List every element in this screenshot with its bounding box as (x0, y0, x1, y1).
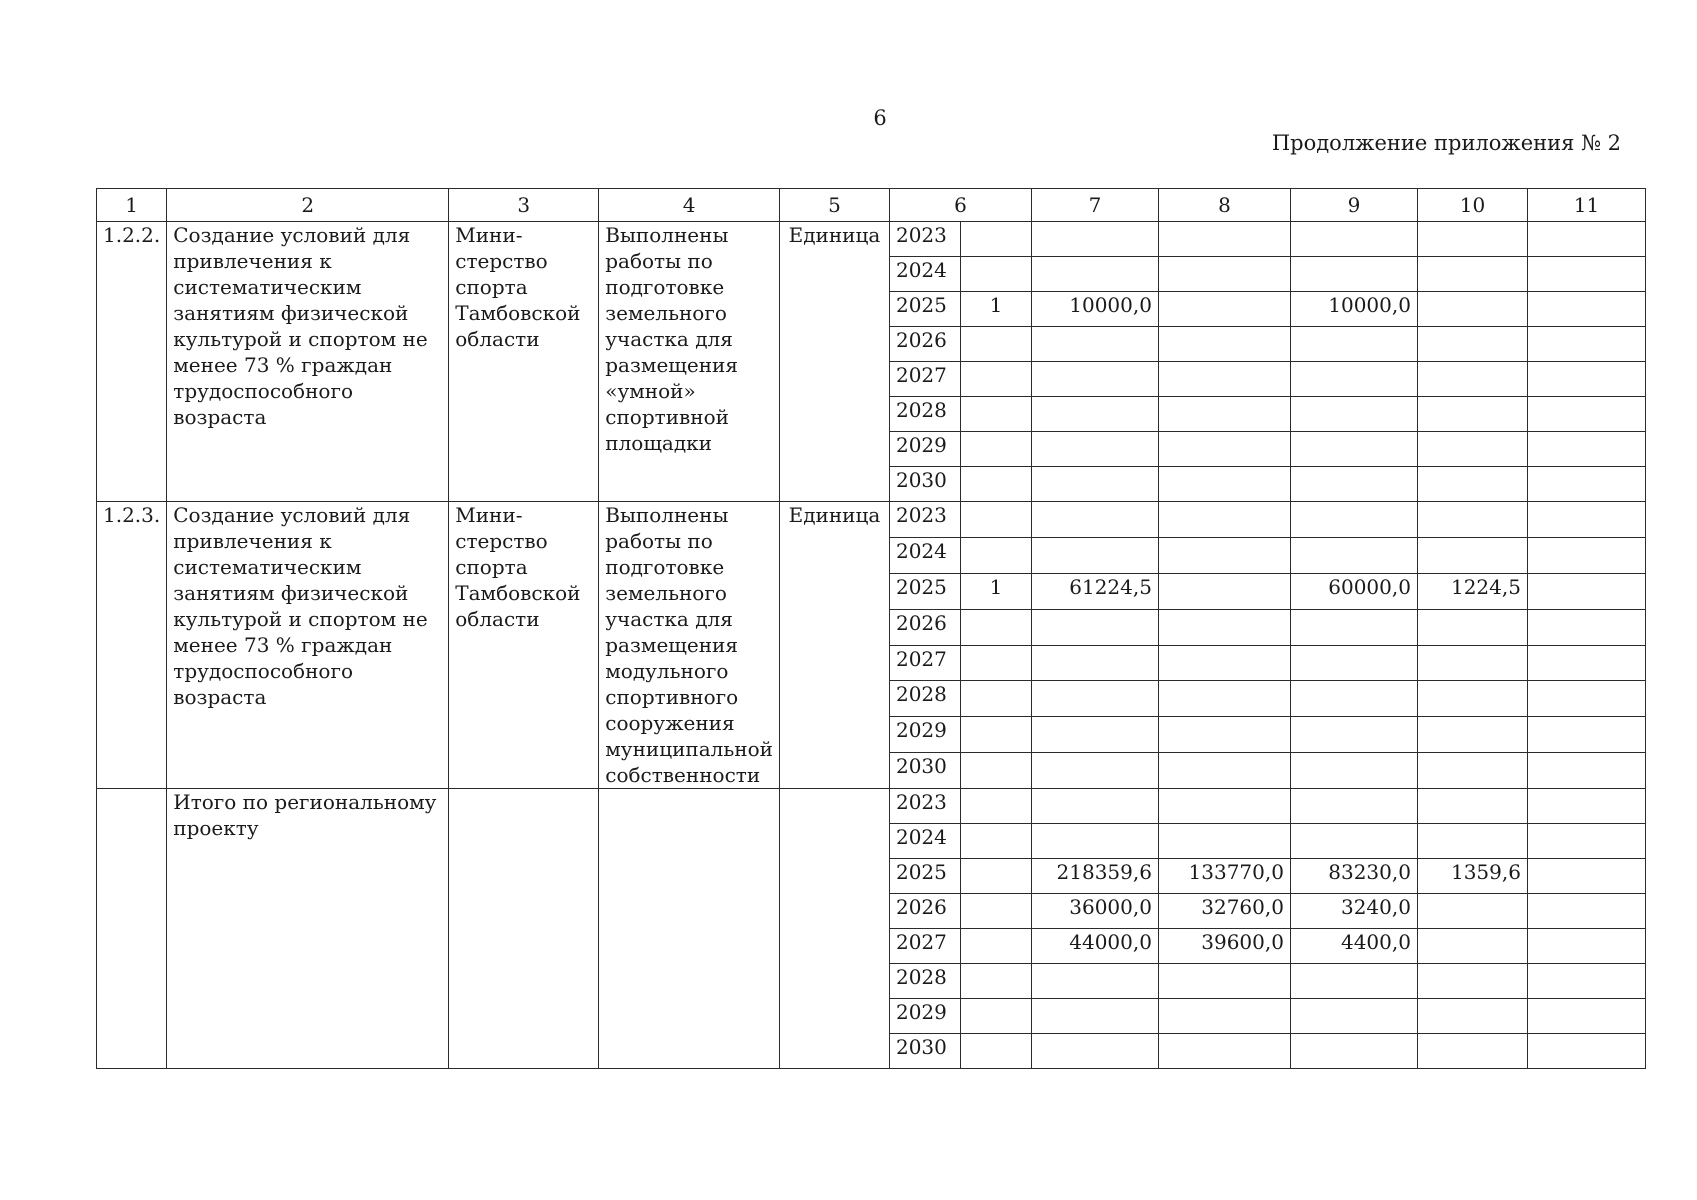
other-sources-cell (1527, 292, 1645, 327)
quantity-cell (960, 859, 1031, 894)
quantity-cell (960, 362, 1031, 397)
total-cell (1031, 681, 1158, 717)
federal-budget-cell (1158, 753, 1290, 789)
quantity-cell (960, 222, 1031, 257)
quantity-cell (960, 999, 1031, 1034)
other-sources-cell (1527, 1034, 1645, 1069)
year-cell: 2027 (889, 929, 960, 964)
total-cell (1031, 964, 1158, 999)
other-sources-cell (1527, 929, 1645, 964)
column-header-10: 10 (1417, 189, 1527, 222)
local-budget-cell (1417, 717, 1527, 753)
year-cell: 2028 (889, 964, 960, 999)
year-cell: 2030 (889, 753, 960, 789)
table-row (97, 789, 1646, 824)
federal-budget-cell (1158, 964, 1290, 999)
regional-budget-cell (1290, 327, 1417, 362)
local-budget-cell (1417, 502, 1527, 538)
quantity-cell (960, 894, 1031, 929)
federal-budget-cell (1158, 502, 1290, 538)
local-budget-cell (1417, 753, 1527, 789)
local-budget-cell (1417, 1034, 1527, 1069)
quantity-cell: 1 (960, 292, 1031, 327)
other-sources-cell (1527, 362, 1645, 397)
quantity-cell (960, 789, 1031, 824)
quantity-cell (960, 467, 1031, 502)
regional-budget-cell (1290, 537, 1417, 573)
regional-budget-cell: 4400,0 (1290, 929, 1417, 964)
total-cell (1031, 645, 1158, 681)
total-cell: 10000,0 (1031, 292, 1158, 327)
year-cell: 2023 (889, 789, 960, 824)
quantity-cell (960, 717, 1031, 753)
year-cell: 2024 (889, 257, 960, 292)
column-header-6: 6 (889, 189, 1031, 222)
table-row (97, 502, 1646, 538)
regional-budget-cell (1290, 645, 1417, 681)
other-sources-cell (1527, 789, 1645, 824)
quantity-cell (960, 645, 1031, 681)
federal-budget-cell: 32760,0 (1158, 894, 1290, 929)
local-budget-cell (1417, 645, 1527, 681)
local-budget-cell (1417, 432, 1527, 467)
total-cell: 44000,0 (1031, 929, 1158, 964)
federal-budget-cell (1158, 257, 1290, 292)
total-cell (1031, 467, 1158, 502)
quantity-cell: 1 (960, 573, 1031, 609)
year-cell: 2028 (889, 397, 960, 432)
quantity-cell (960, 537, 1031, 573)
year-cell: 2028 (889, 681, 960, 717)
regional-budget-cell (1290, 753, 1417, 789)
regional-budget-cell (1290, 432, 1417, 467)
local-budget-cell (1417, 929, 1527, 964)
year-cell: 2030 (889, 1034, 960, 1069)
other-sources-cell (1527, 397, 1645, 432)
quantity-cell (960, 681, 1031, 717)
local-budget-cell (1417, 609, 1527, 645)
quantity-cell (960, 397, 1031, 432)
total-cell (1031, 257, 1158, 292)
year-cell: 2026 (889, 894, 960, 929)
federal-budget-cell (1158, 681, 1290, 717)
quantity-cell (960, 609, 1031, 645)
result-cell: Выполнены работы по подготовке земельного участка для размещения модульного спортивного сооружения муниципальной собственности (599, 502, 780, 789)
column-header-7: 7 (1031, 189, 1158, 222)
quantity-cell (960, 432, 1031, 467)
column-header-5: 5 (779, 189, 889, 222)
year-cell: 2025 (889, 859, 960, 894)
federal-budget-cell (1158, 645, 1290, 681)
other-sources-cell (1527, 681, 1645, 717)
federal-budget-cell (1158, 824, 1290, 859)
other-sources-cell (1527, 859, 1645, 894)
item-number-cell: 1.2.2. (97, 222, 167, 502)
federal-budget-cell (1158, 432, 1290, 467)
quantity-cell (960, 1034, 1031, 1069)
regional-budget-cell (1290, 397, 1417, 432)
federal-budget-cell (1158, 397, 1290, 432)
local-budget-cell (1417, 292, 1527, 327)
column-header-9: 9 (1290, 189, 1417, 222)
total-cell (1031, 609, 1158, 645)
local-budget-cell (1417, 789, 1527, 824)
total-cell (1031, 327, 1158, 362)
local-budget-cell (1417, 362, 1527, 397)
item-name-cell: Итого по региональному проекту (167, 789, 449, 1069)
year-cell: 2030 (889, 467, 960, 502)
column-header-2: 2 (167, 189, 449, 222)
other-sources-cell (1527, 537, 1645, 573)
local-budget-cell (1417, 467, 1527, 502)
total-cell (1031, 502, 1158, 538)
total-cell: 218359,6 (1031, 859, 1158, 894)
quantity-cell (960, 502, 1031, 538)
quantity-cell (960, 257, 1031, 292)
year-cell: 2027 (889, 362, 960, 397)
column-number-row (97, 189, 1646, 222)
unit-cell: Единица (779, 502, 889, 789)
other-sources-cell (1527, 222, 1645, 257)
other-sources-cell (1527, 717, 1645, 753)
total-cell (1031, 397, 1158, 432)
year-cell: 2026 (889, 609, 960, 645)
total-cell (1031, 222, 1158, 257)
table-body (97, 222, 1646, 1069)
page-number: 6 (873, 106, 887, 130)
other-sources-cell (1527, 609, 1645, 645)
other-sources-cell (1527, 327, 1645, 362)
unit-cell: Единица (779, 222, 889, 502)
other-sources-cell (1527, 999, 1645, 1034)
federal-budget-cell (1158, 362, 1290, 397)
other-sources-cell (1527, 432, 1645, 467)
local-budget-cell (1417, 397, 1527, 432)
total-cell (1031, 1034, 1158, 1069)
regional-budget-cell (1290, 1034, 1417, 1069)
federal-budget-cell: 133770,0 (1158, 859, 1290, 894)
total-cell (1031, 362, 1158, 397)
table-row (97, 222, 1646, 257)
year-cell: 2026 (889, 327, 960, 362)
federal-budget-cell (1158, 717, 1290, 753)
unit-cell (779, 789, 889, 1069)
other-sources-cell (1527, 824, 1645, 859)
other-sources-cell (1527, 964, 1645, 999)
total-cell (1031, 824, 1158, 859)
federal-budget-cell (1158, 789, 1290, 824)
federal-budget-cell (1158, 999, 1290, 1034)
local-budget-cell: 1224,5 (1417, 573, 1527, 609)
result-cell (599, 789, 780, 1069)
federal-budget-cell: 39600,0 (1158, 929, 1290, 964)
regional-budget-cell: 3240,0 (1290, 894, 1417, 929)
total-cell (1031, 789, 1158, 824)
regional-budget-cell (1290, 257, 1417, 292)
year-cell: 2025 (889, 573, 960, 609)
column-header-4: 4 (599, 189, 780, 222)
quantity-cell (960, 929, 1031, 964)
federal-budget-cell (1158, 222, 1290, 257)
regional-budget-cell (1290, 789, 1417, 824)
local-budget-cell (1417, 999, 1527, 1034)
year-cell: 2023 (889, 222, 960, 257)
federal-budget-cell (1158, 467, 1290, 502)
local-budget-cell (1417, 964, 1527, 999)
column-header-1: 1 (97, 189, 167, 222)
quantity-cell (960, 327, 1031, 362)
result-cell: Выполнены работы по подготовке земельного участка для размещения «умной» спортивной площадки (599, 222, 780, 502)
federal-budget-cell (1158, 1034, 1290, 1069)
regional-budget-cell (1290, 222, 1417, 257)
year-cell: 2027 (889, 645, 960, 681)
total-cell: 61224,5 (1031, 573, 1158, 609)
regional-budget-cell: 60000,0 (1290, 573, 1417, 609)
item-name-cell: Создание условий для привлечения к систематическим занятиям физической культурой и спортом не менее 73 % граждан трудоспособного возраста (167, 222, 449, 502)
year-cell: 2024 (889, 824, 960, 859)
item-number-cell (97, 789, 167, 1069)
year-cell: 2029 (889, 432, 960, 467)
year-cell: 2024 (889, 537, 960, 573)
regional-budget-cell: 10000,0 (1290, 292, 1417, 327)
total-cell (1031, 753, 1158, 789)
federal-budget-cell (1158, 537, 1290, 573)
column-header-11: 11 (1527, 189, 1645, 222)
other-sources-cell (1527, 502, 1645, 538)
total-cell (1031, 537, 1158, 573)
other-sources-cell (1527, 257, 1645, 292)
regional-budget-cell (1290, 467, 1417, 502)
local-budget-cell (1417, 537, 1527, 573)
local-budget-cell: 1359,6 (1417, 859, 1527, 894)
regional-budget-cell (1290, 681, 1417, 717)
regional-budget-cell: 83230,0 (1290, 859, 1417, 894)
executor-cell (449, 789, 599, 1069)
quantity-cell (960, 824, 1031, 859)
federal-budget-cell (1158, 609, 1290, 645)
local-budget-cell (1417, 894, 1527, 929)
column-header-8: 8 (1158, 189, 1290, 222)
federal-budget-cell (1158, 327, 1290, 362)
total-cell: 36000,0 (1031, 894, 1158, 929)
column-header-3: 3 (449, 189, 599, 222)
local-budget-cell (1417, 257, 1527, 292)
regional-budget-cell (1290, 362, 1417, 397)
executor-cell: Мини-стерство спорта Тамбовской области (449, 222, 599, 502)
local-budget-cell (1417, 681, 1527, 717)
federal-budget-cell (1158, 292, 1290, 327)
year-cell: 2025 (889, 292, 960, 327)
other-sources-cell (1527, 753, 1645, 789)
local-budget-cell (1417, 327, 1527, 362)
regional-budget-cell (1290, 999, 1417, 1034)
total-cell (1031, 999, 1158, 1034)
quantity-cell (960, 753, 1031, 789)
appendix-continuation-title: Продолжение приложения № 2 (1271, 131, 1621, 155)
regional-budget-cell (1290, 609, 1417, 645)
regional-budget-cell (1290, 502, 1417, 538)
quantity-cell (960, 964, 1031, 999)
federal-budget-cell (1158, 573, 1290, 609)
regional-budget-cell (1290, 824, 1417, 859)
appendix-table (96, 188, 1646, 1069)
other-sources-cell (1527, 467, 1645, 502)
regional-budget-cell (1290, 964, 1417, 999)
regional-budget-cell (1290, 717, 1417, 753)
local-budget-cell (1417, 222, 1527, 257)
item-name-cell: Создание условий для привлечения к систематическим занятиям физической культурой и спортом не менее 73 % граждан трудоспособного возраста (167, 502, 449, 789)
year-cell: 2029 (889, 999, 960, 1034)
total-cell (1031, 717, 1158, 753)
item-number-cell: 1.2.3. (97, 502, 167, 789)
year-cell: 2023 (889, 502, 960, 538)
total-cell (1031, 432, 1158, 467)
other-sources-cell (1527, 573, 1645, 609)
other-sources-cell (1527, 894, 1645, 929)
year-cell: 2029 (889, 717, 960, 753)
executor-cell: Мини-стерство спорта Тамбовской области (449, 502, 599, 789)
other-sources-cell (1527, 645, 1645, 681)
local-budget-cell (1417, 824, 1527, 859)
